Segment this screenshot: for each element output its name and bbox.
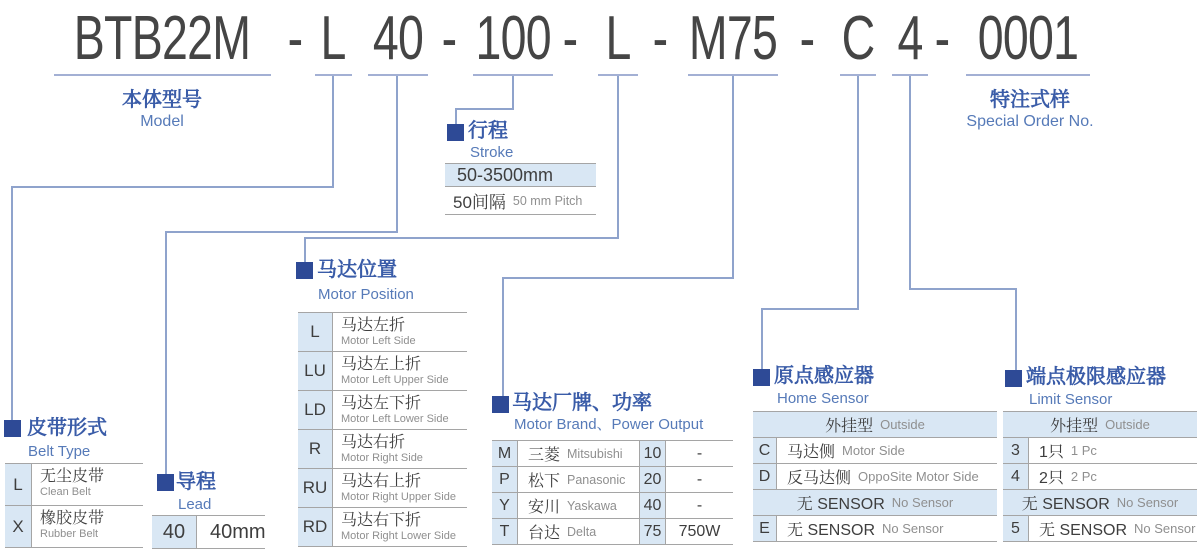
watt-code: 10 [639, 441, 665, 466]
sensor-code: E [753, 516, 776, 541]
segment-underline [54, 74, 271, 76]
sensor-desc-en: OppoSite Motor Side [858, 469, 979, 484]
segment-underline [966, 74, 1090, 76]
table-row [1003, 515, 1197, 541]
belt-desc [31, 464, 143, 505]
segment-underline [368, 74, 428, 76]
bullet-square-icon [296, 262, 313, 279]
sensor-desc-en: No Sensor [882, 521, 944, 536]
sensor-desc [776, 464, 997, 489]
motor-brand-title-en: Motor Brand、Power Output [514, 416, 704, 433]
position-code: R [298, 430, 332, 468]
table-row [1003, 463, 1197, 489]
position-desc [332, 508, 467, 546]
belt-desc-en: Clean Belt [40, 486, 91, 498]
position-desc [332, 313, 467, 351]
position-desc [332, 352, 467, 390]
code-segment-limit-sensor: 4 [897, 4, 923, 73]
connector-line [1015, 288, 1017, 371]
position-desc [332, 469, 467, 507]
belt-type-title-zh: 皮带形式 [27, 417, 107, 439]
group-header-en: Outside [1105, 417, 1150, 432]
group-header-zh: 外挂型 [1050, 418, 1099, 435]
special-order-label [930, 88, 1130, 131]
watt-value: 750W [665, 519, 733, 544]
connector-line [909, 76, 911, 288]
position-code: RD [298, 508, 332, 546]
watt-code: 20 [639, 467, 665, 492]
bullet-square-icon [492, 396, 509, 413]
group-header-zh: 无 SENSOR [796, 496, 885, 513]
table-row [753, 515, 997, 541]
connector-line [332, 76, 334, 186]
brand-name-en: Yaskawa [567, 498, 617, 513]
stroke-pitch-row [445, 186, 596, 214]
table-row [753, 437, 997, 463]
group-header-row [1003, 411, 1197, 437]
sensor-desc-zh: 无 SENSOR [787, 522, 876, 539]
stroke-range: 50-3500mm [457, 164, 554, 185]
stroke-table [445, 163, 596, 215]
bullet-square-icon [753, 369, 770, 386]
watt-code: 75 [639, 519, 665, 544]
position-desc-en: Motor Left Lower Side [341, 413, 449, 425]
belt-type-title-en: Belt Type [28, 443, 91, 460]
model-label-en: Model [140, 113, 184, 130]
brand-code: Y [492, 493, 517, 518]
connector-line [11, 186, 13, 421]
sensor-desc-zh: 马达侧 [787, 444, 836, 461]
code-segment-belt: L [320, 4, 346, 73]
limit-sensor-title-en: Limit Sensor [1029, 391, 1113, 408]
code-dash: - [934, 4, 950, 73]
limit-sensor-title-zh: 端点极限感应器 [1026, 366, 1166, 388]
sensor-desc-zh: 反马达侧 [787, 470, 852, 487]
position-desc-en: Motor Right Side [341, 452, 423, 464]
table-row [298, 468, 467, 507]
position-desc [332, 391, 467, 429]
brand-name [517, 493, 639, 518]
bullet-square-icon [157, 474, 174, 491]
special-order-label-zh: 特注式样 [990, 89, 1070, 111]
table-row [492, 466, 733, 492]
model-label [82, 88, 242, 131]
table-row [492, 518, 733, 544]
sensor-desc-zh: 1只 [1039, 444, 1064, 461]
sensor-desc-en: No Sensor [1134, 521, 1196, 536]
brand-name-zh: 安川 [528, 499, 561, 516]
position-desc-zh: 马达左上折 [341, 356, 422, 373]
table-row [1003, 437, 1197, 463]
sensor-code: 4 [1003, 464, 1028, 489]
connector-line [502, 277, 734, 279]
brand-code: M [492, 441, 517, 466]
table-row [298, 429, 467, 468]
motor-position-title-en: Motor Position [318, 286, 414, 303]
position-desc-en: Motor Right Lower Side [341, 530, 456, 542]
belt-code: X [5, 506, 31, 547]
home-sensor-title-en: Home Sensor [777, 390, 869, 407]
belt-type-table [5, 463, 143, 548]
position-desc-zh: 马达右上折 [341, 473, 422, 490]
brand-name-en: Panasonic [567, 472, 626, 487]
position-desc-zh: 马达右下折 [341, 512, 422, 529]
sensor-desc-en: Motor Side [842, 443, 905, 458]
group-header-zh: 无 SENSOR [1021, 496, 1110, 513]
position-desc-en: Motor Left Side [341, 335, 416, 347]
sensor-desc [1028, 516, 1197, 541]
sensor-desc [776, 516, 997, 541]
motor-brand-title-zh: 马达厂牌、功率 [512, 392, 652, 414]
group-header-en: No Sensor [1116, 495, 1179, 510]
code-dash: - [562, 4, 578, 73]
special-order-label-en: Special Order No. [966, 113, 1094, 130]
brand-name [517, 519, 639, 544]
position-code: LD [298, 391, 332, 429]
table-row [298, 312, 467, 351]
connector-line [502, 277, 504, 397]
code-segment-home-sensor: C [841, 4, 875, 73]
limit-sensor-table [1003, 411, 1197, 542]
sensor-code: 5 [1003, 516, 1028, 541]
code-segment-body: BTB22M [73, 4, 251, 73]
bullet-square-icon [1005, 370, 1022, 387]
code-dash: - [441, 4, 457, 73]
sensor-code: C [753, 438, 776, 463]
sensor-desc-en: 2 Pc [1070, 469, 1097, 484]
lead-title-en: Lead [178, 496, 212, 513]
lead-code: 40 [152, 516, 196, 548]
group-header-en: No Sensor [891, 495, 954, 510]
watt-value: - [665, 467, 733, 492]
code-dash: - [287, 4, 303, 73]
position-desc-en: Motor Right Upper Side [341, 491, 456, 503]
brand-name-en: Delta [567, 524, 597, 539]
belt-desc-zh: 橡胶皮带 [40, 510, 105, 527]
connector-line [304, 237, 619, 239]
lead-title-zh: 导程 [176, 471, 216, 493]
belt-desc-en: Rubber Belt [40, 528, 99, 540]
code-dash: - [652, 4, 668, 73]
code-segment-lead: 40 [372, 4, 424, 73]
sensor-desc-zh: 2只 [1039, 470, 1064, 487]
table-row [5, 463, 143, 505]
connector-line [617, 76, 619, 237]
table-row [492, 440, 733, 466]
stroke-pitch-zh: 50间隔 [453, 193, 506, 212]
position-code: RU [298, 469, 332, 507]
bullet-square-icon [447, 124, 464, 141]
motor-position-title-zh: 马达位置 [317, 259, 397, 281]
position-desc-zh: 马达左下折 [341, 395, 422, 412]
brand-name-zh: 松下 [528, 473, 561, 490]
connector-line [396, 76, 398, 231]
home-sensor-table [753, 411, 997, 542]
position-desc-en: Motor Left Upper Side [341, 374, 449, 386]
connector-line [512, 76, 514, 108]
position-desc [332, 430, 467, 468]
bullet-square-icon [4, 420, 21, 437]
table-row [298, 351, 467, 390]
code-segment-serial: 0001 [977, 4, 1079, 73]
model-label-zh: 本体型号 [122, 89, 202, 111]
group-header-row [753, 411, 997, 437]
connector-line [857, 76, 859, 308]
code-segment-stroke: 100 [475, 4, 551, 73]
belt-code: L [5, 464, 31, 505]
connector-line [455, 108, 457, 125]
belt-desc-zh: 无尘皮带 [40, 468, 105, 485]
brand-name [517, 467, 639, 492]
brand-code: P [492, 467, 517, 492]
sensor-code: D [753, 464, 776, 489]
watt-value: - [665, 441, 733, 466]
position-code: LU [298, 352, 332, 390]
watt-value: - [665, 493, 733, 518]
connector-line [165, 231, 398, 233]
sensor-desc-zh: 无 SENSOR [1039, 522, 1128, 539]
code-segment-motor-power: M75 [688, 4, 778, 73]
brand-name-en: Mitsubishi [567, 446, 623, 461]
sensor-desc-en: 1 Pc [1070, 443, 1097, 458]
connector-line [761, 308, 763, 370]
brand-name-zh: 三菱 [528, 447, 561, 464]
connector-line [732, 76, 734, 277]
sensor-desc [776, 438, 997, 463]
table-row [298, 390, 467, 429]
code-dash: - [799, 4, 815, 73]
table-row [298, 507, 467, 546]
group-header-row [1003, 489, 1197, 515]
sensor-code: 3 [1003, 438, 1028, 463]
sensor-desc [1028, 464, 1197, 489]
position-code: L [298, 313, 332, 351]
connector-line [304, 237, 306, 264]
table-row [152, 515, 265, 548]
code-segment-motor-position: L [605, 4, 631, 73]
table-row [492, 492, 733, 518]
lead-value: 40mm [196, 516, 265, 548]
motor-position-table [298, 312, 467, 547]
brand-name [517, 441, 639, 466]
group-header-row [753, 489, 997, 515]
position-desc-zh: 马达左折 [341, 317, 406, 334]
stroke-pitch-en: 50 mm Pitch [512, 193, 583, 208]
brand-code: T [492, 519, 517, 544]
watt-code: 40 [639, 493, 665, 518]
stroke-title-zh: 行程 [468, 120, 508, 142]
position-desc-zh: 马达右折 [341, 434, 406, 451]
home-sensor-title-zh: 原点感应器 [774, 365, 874, 387]
table-row [753, 463, 997, 489]
connector-line [909, 288, 1017, 290]
table-row [5, 505, 143, 547]
group-header-en: Outside [880, 417, 925, 432]
lead-table [152, 515, 265, 549]
connector-line [761, 308, 859, 310]
sensor-desc [1028, 438, 1197, 463]
stroke-title-en: Stroke [470, 144, 514, 161]
connector-line [455, 108, 514, 110]
stroke-range-row [445, 163, 596, 186]
motor-brand-table [492, 440, 733, 545]
group-header-zh: 外挂型 [825, 418, 874, 435]
connector-line [165, 231, 167, 475]
brand-name-zh: 台达 [528, 525, 561, 542]
belt-desc [31, 506, 143, 547]
connector-line [11, 186, 334, 188]
